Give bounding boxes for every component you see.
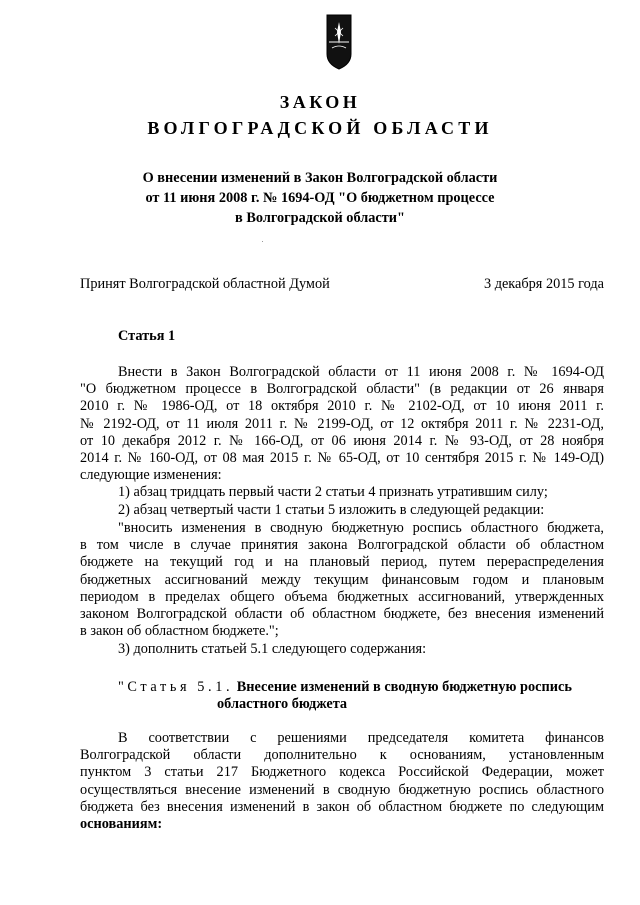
article-5-quote (80, 520, 604, 640)
article-5-1-title-cont: областного бюджета (217, 696, 348, 712)
article-5-1-prefix: "Статья 5.1. (118, 679, 234, 695)
text-line: Волгоградской области дополнительно к основаниям, установленным (80, 747, 604, 764)
text-line: Внести в Закон Волгоградской области от 11 июня 2008 г. № 1694-ОД (118, 364, 604, 380)
region-title: ВОЛГОГРАДСКОЙ ОБЛАСТИ (147, 118, 493, 138)
article-1-heading: Статья 1 (118, 328, 176, 344)
adopted-by: Принят Волгоградской областной Думой (80, 276, 330, 292)
text-line: осуществляться внесение изменений в сводную бюджетную роспись областного (80, 781, 604, 798)
law-subtitle-line: в Волгоградской области" (235, 210, 405, 226)
text-line: бюджетных ассигнований между текущим финансовым годом и плановым (80, 571, 604, 588)
article-1-intro (80, 364, 604, 484)
text-line: основаниям: (80, 816, 163, 833)
text-line: В соответствии с решениями председателя комитета финансов (118, 730, 604, 746)
article-5-1-title: Внесение изменений в сводную бюджетную роспись (236, 679, 572, 695)
law-subtitle-line: от 11 июня 2008 г. № 1694-ОД "О бюджетном процессе (145, 190, 495, 206)
text-line: в закон об областном бюджете."; (80, 623, 279, 640)
coat-of-arms-icon (326, 14, 352, 70)
text-line: "О бюджетном процессе в Волгоградской области" (в редакции от 26 января (80, 381, 604, 398)
scan-speck (262, 241, 263, 242)
text-line: следующие изменения: (80, 467, 222, 484)
text-line: законом Волгоградской области об областном бюджете, без внесения изменений (80, 606, 604, 623)
text-line: "вносить изменения в сводную бюджетную роспись областного бюджета, (118, 520, 604, 536)
text-line: от 10 декабря 2012 г. № 166-ОД, от 06 июня 2014 г. № 93-ОД, от 28 ноября (80, 432, 604, 449)
adoption-date: 3 декабря 2015 года (483, 276, 604, 292)
text-line: периодом в пределах общего объема бюджетных ассигнований, утвержденных (80, 588, 604, 605)
text-line: 2014 г. № 160-ОД, от 08 мая 2015 г. № 65-ОД, от 10 сентября 2015 г. № 149-ОД) (80, 450, 604, 467)
text-line: в том числе в случае принятия закона Волгоградской области об областном (80, 537, 604, 554)
item-2: 2) абзац четвертый части 1 статьи 5 изложить в следующей редакции: (118, 502, 545, 518)
text-line: бюджета без внесения изменений в закон об областном бюджете по следующим (80, 798, 604, 815)
text-line: пунктом 3 статьи 217 Бюджетного кодекса Российской Федерации, может (80, 764, 604, 781)
text-line: 2010 г. № 1986-ОД, от 18 октября 2010 г. № 2102-ОД, от 10 июня 2011 г. (80, 398, 604, 415)
law-title: ЗАКОН (279, 92, 361, 112)
text-line: № 2192-ОД, от 11 июля 2011 г. № 2199-ОД, от 12 октября 2011 г. № 2231-ОД, (80, 415, 604, 432)
article-5-1-body (80, 730, 604, 833)
item-1: 1) абзац тридцать первый части 2 статьи 4 признать утратившим силу; (118, 484, 548, 500)
law-subtitle-line: О внесении изменений в Закон Волгоградской области (142, 170, 498, 186)
text-line: бюджете на текущий год и на плановый период, путем перераспределения (80, 554, 604, 571)
article-5-1-heading (118, 679, 572, 696)
item-3: 3) дополнить статьей 5.1 следующего содержания: (118, 641, 427, 657)
